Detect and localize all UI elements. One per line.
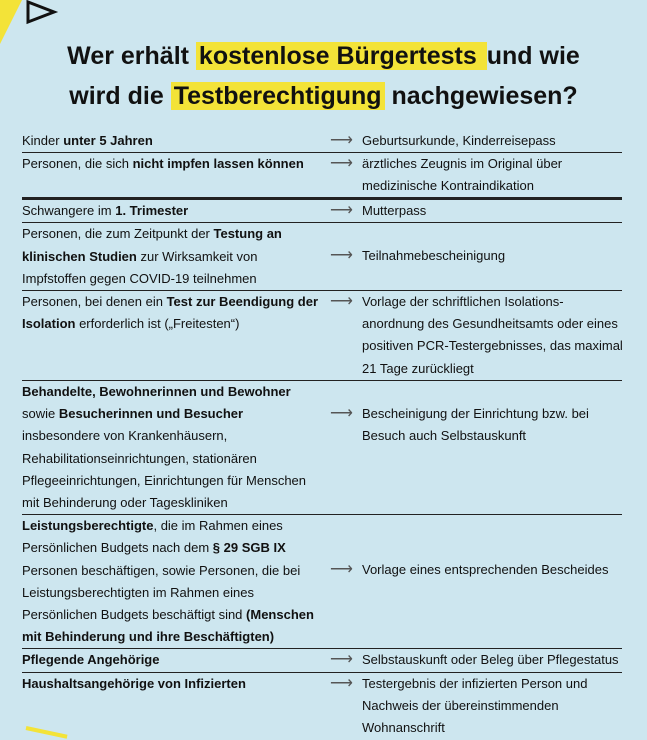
- eligible-group: [22, 515, 324, 648]
- proof-document: Teilnahmebescheinigung: [362, 248, 506, 264]
- title-highlight: kostenlose Bürgertests: [196, 42, 487, 70]
- eligibility-table: [22, 130, 622, 740]
- table-row: [22, 381, 622, 515]
- proof-document: Mutterpass: [362, 203, 427, 219]
- group-text: Personen, die zum Zeitpunkt der: [22, 226, 214, 242]
- title-text: wird die: [69, 82, 171, 110]
- eligible-group: [22, 291, 324, 335]
- group-text: sowie: [22, 406, 59, 422]
- eligible-group: [22, 223, 324, 290]
- group-text-bold: (Menschen mit Behinderung und ihre Beschäftigten): [22, 607, 314, 645]
- group-text-bold: 1. Trimester: [115, 203, 189, 219]
- arrow-right-icon: ⟶: [330, 202, 353, 220]
- decorative-outline-triangle-icon: [24, 0, 60, 26]
- title-line-1: [0, 36, 647, 76]
- group-text-bold: Behandelte, Bewohnerinnen und Bewohner: [22, 384, 291, 400]
- arrow-right-icon: ⟶: [330, 293, 353, 311]
- title-text: und wie: [486, 42, 580, 70]
- eligible-group: [22, 673, 324, 695]
- group-text-bold: nicht impfen lassen können: [132, 156, 304, 172]
- proof-document: ärztliches Zeugnis im Original über medizinische Kontraindikation: [362, 156, 563, 194]
- arrow-right-icon: ⟶: [330, 561, 353, 579]
- table-row: [22, 130, 622, 153]
- proof-document: Vorlage der schriftlichen Isolations- anordnung des Gesundheitsamts oder eines positiven PCR-Testergebnisses, das maximal 21 Tage zurückliegt: [362, 294, 623, 376]
- arrow-right-icon: ⟶: [330, 155, 353, 173]
- eligible-group: [22, 130, 324, 152]
- group-text-bold: unter 5 Jahren: [63, 133, 153, 148]
- group-text: Schwangere im: [22, 203, 116, 219]
- arrow-right-icon: ⟶: [330, 674, 353, 692]
- group-text-bold: Testung an klinischen Studien: [22, 226, 282, 264]
- group-text-bold: Test zur Beendigung der Isolation: [22, 294, 318, 332]
- group-text: insbesondere von Krankenhäusern, Rehabilitationseinrichtungen, stationären Pflegeeinrichtungen, Einrichtungen für Menschen mit Behinderung oder Tageskliniken: [22, 428, 307, 511]
- arrow-right-icon: ⟶: [330, 132, 353, 149]
- title-line-2: [0, 76, 647, 116]
- group-text: Personen, bei denen ein: [22, 294, 167, 310]
- group-text-bold: Besucherinnen und Besucher: [58, 406, 244, 422]
- proof-document: Geburtsurkunde, Kinderreisepass: [362, 133, 556, 148]
- table-row: [22, 649, 622, 672]
- group-text: Personen, die sich: [22, 156, 133, 172]
- table-row: [22, 198, 622, 223]
- group-text-bold: Pflegende Angehörige: [22, 652, 160, 668]
- table-row: [22, 223, 622, 291]
- proof-document: Selbstauskunft oder Beleg über Pflegestatus: [362, 652, 619, 668]
- group-text-bold: Haushaltsangehörige von Infizierten: [22, 675, 246, 691]
- page-title: [0, 36, 647, 116]
- eligible-group: [22, 153, 324, 175]
- title-text: nachgewiesen?: [384, 82, 578, 110]
- table-row: [22, 673, 622, 740]
- group-text: erforderlich ist („Freitesten“): [75, 316, 240, 332]
- table-row: [22, 153, 622, 198]
- group-text: Kinder: [22, 133, 64, 148]
- group-text-bold: Leistungsberechtigte: [22, 518, 154, 534]
- title-highlight: Testberechtigung: [171, 82, 385, 110]
- group-text: zur Wirksamkeit von Impfstoffen gegen COVID-19 teilnehmen: [22, 248, 258, 286]
- eligible-group: [22, 200, 324, 222]
- proof-document: Bescheinigung der Einrichtung bzw. bei Besuch auch Selbstauskunft: [362, 406, 589, 444]
- eligible-group: [22, 649, 324, 671]
- title-text: Wer erhält: [67, 42, 196, 70]
- group-text-bold: § 29 SGB IX: [212, 540, 286, 556]
- eligible-group: [22, 381, 324, 514]
- arrow-right-icon: ⟶: [330, 651, 353, 669]
- arrow-right-icon: ⟶: [330, 405, 353, 423]
- arrow-right-icon: ⟶: [330, 247, 353, 265]
- table-row: [22, 515, 622, 649]
- group-text: Personen beschäftigen, sowie Personen, die bei Leistungsberechtigten im Rahmen eines Persönlichen Budgets beschäftigt sind: [22, 562, 301, 623]
- group-text: , die im Rahmen eines Persönlichen Budgets nach dem: [22, 518, 283, 556]
- proof-document: Testergebnis der infizierten Person und Nachweis der übereinstimmenden Wohnanschrift: [362, 675, 588, 736]
- table-row: [22, 291, 622, 381]
- proof-document: Vorlage eines entsprechenden Bescheides: [362, 562, 609, 578]
